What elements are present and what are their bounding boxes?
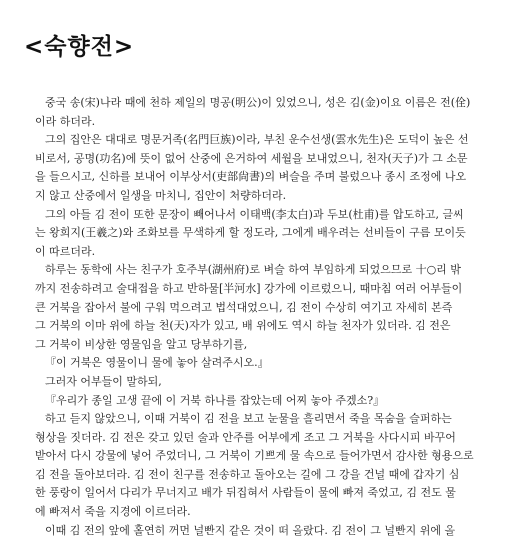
- body-line: 을 들으시고, 신하를 보내어 이부상서(吏部尙書)의 벼슬을 주며 불렀으나 종시 조정에 나오: [35, 170, 467, 184]
- document-body: [35, 94, 490, 540]
- body-line: 하루는 동학에 사는 친구가 호주부(湖州府)로 벼슬 하여 부임하게 되었으므로 十○리 밖: [45, 263, 461, 277]
- body-line: 『우리가 종일 고생 끝에 이 거북 하나를 잡았는데 어찌 놓아 주겠소?』: [45, 393, 385, 407]
- body-line: 이 따르더라.: [35, 244, 96, 258]
- body-line: 받아서 다시 강물에 넣어 주었더니, 그 거북이 기쁘게 물 속으로 들어가면서 감사한 형용으로: [35, 449, 474, 463]
- body-line: 는 왕희지(王羲之)와 조화보를 무색하게 할 정도라, 그에게 배우려는 선비들이 구름 모이듯: [35, 226, 466, 240]
- body-line: 형상을 짓더라. 김 전은 갖고 있던 술과 안주를 어부에게 조고 그 거북을 사다시피 바꾸어: [35, 430, 456, 444]
- body-line: 그의 집안은 대대로 명문거족(名門巨族)이라, 부친 운수선생(雲水先生)은 도덕이 높은 선: [45, 133, 469, 147]
- body-line: 중국 송(宋)나라 때에 천하 제일의 명공(明公)이 있었으니, 성은 김(金)이요 이름은 전(佺): [45, 96, 471, 109]
- body-line: 김 전을 돌아보더라. 김 전이 친구를 전송하고 돌아오는 길에 그 강을 건널 때에 갑자기 심: [35, 467, 460, 481]
- body-line: 지 않고 산중에서 일생을 마치니, 집안이 처량하더라.: [35, 188, 287, 202]
- body-line: 그 거북의 이마 위에 하늘 천(天)자가 있고, 배 위에도 역시 하늘 천자가 있더라. 김 전은: [35, 319, 451, 333]
- document-title: <숙향전>: [24, 34, 135, 60]
- body-line: 한 풍랑이 일어서 다리가 무너지고 배가 뒤집혀서 사람들이 물에 빠져 죽었고, 김 전도 물: [35, 486, 456, 500]
- body-line: 까지 전송하려고 술대접을 하고 반하물[半河水] 강가에 이르렀으니, 때마침 여러 어부들이: [35, 281, 463, 295]
- body-line: 하고 듣지 않았으니, 이때 거북이 김 전을 보고 눈물을 흘리면서 죽을 목숨을 슬퍼하는: [45, 412, 452, 426]
- body-line: 그러자 어부들이 말하되,: [45, 374, 162, 388]
- body-line: 『이 거북은 영물이니 물에 놓아 살려주시오.』: [45, 356, 269, 370]
- body-line: 그의 아들 김 전이 또한 문장이 빼어나서 이태백(李太白)과 두보(杜甫)를 압도하고, 글씨: [45, 207, 464, 221]
- body-line: 큰 거북을 잡아서 불에 구워 먹으려고 법석대었으니, 김 전이 수상히 여기고 자세히 본즉: [35, 300, 453, 314]
- body-line: 이때 김 전의 앞에 홀연히 꺼먼 널빤지 같은 것이 떠 올랐다. 김 전이 그 널빤지 위에 올: [45, 523, 456, 537]
- body-line: 이라 하더라.: [35, 114, 96, 128]
- body-line: 비로서, 공명(功名)에 뜻이 없어 산중에 은거하여 세월을 보내었으니, 천자(天子)가 그 소문: [35, 151, 468, 165]
- body-line: 에 빠져서 죽을 지경에 이르더라.: [35, 505, 191, 519]
- body-line: 그 거북이 비상한 영물임을 알고 당부하기를,: [35, 337, 248, 351]
